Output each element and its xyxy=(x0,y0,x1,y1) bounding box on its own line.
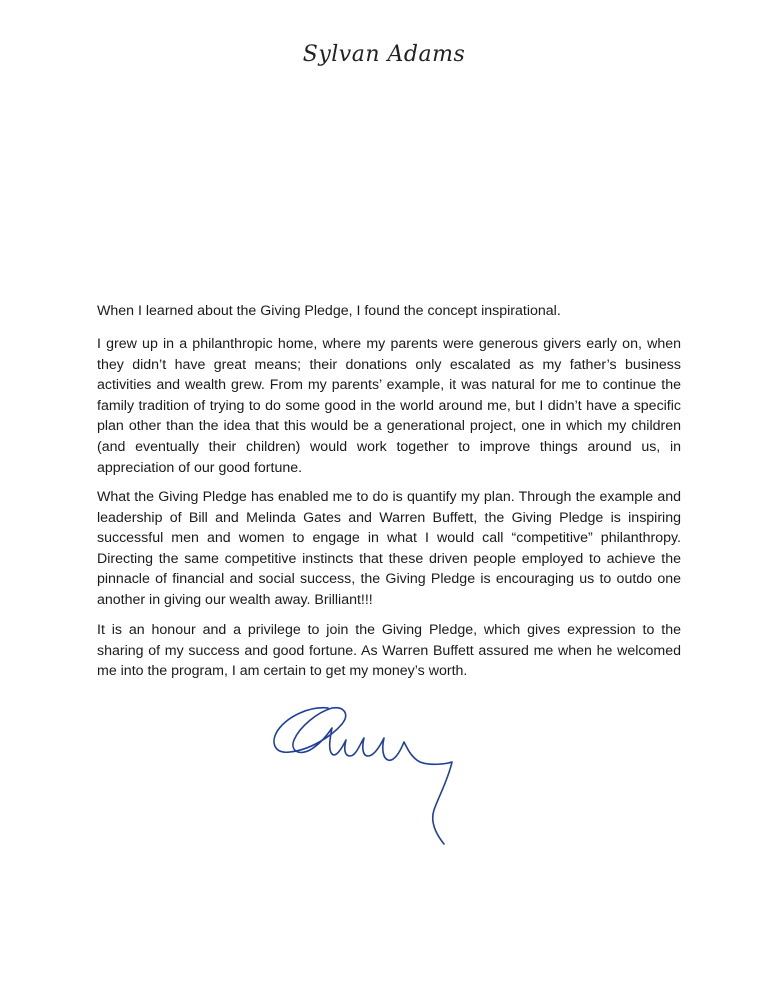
letterhead-name: Sylvan Adams xyxy=(302,42,466,67)
letter-paragraph-4: It is an honour and a privilege to join the Giving Pledge, which gives expression to the sharing of my success and good fortune. As Warren Buffett assured me when he welcomed me into the program, I am certain to get my money’s worth. xyxy=(97,622,681,680)
letter-paragraph-1: When I learned about the Giving Pledge, I found the concept inspirational. xyxy=(97,303,561,319)
letter-paragraph-3: What the Giving Pledge has enabled me to do is quantify my plan. Through the example and leadership of Bill and Melinda Gates and Warren Buffett, the Giving Pledge is inspiring successful men and women to engage in what I would call “competitive” philanthropy. Directing the same competitive instincts that these driven people employed to achieve the pinnacle of financial and social success, the Giving Pledge is encouraging us to outdo one another in giving our wealth away. Brilliant!!! xyxy=(97,489,681,608)
signature-stroke xyxy=(274,708,452,844)
handwritten-signature xyxy=(270,700,470,860)
letter-paragraph-2: I grew up in a philanthropic home, where my parents were generous givers early on, when they didn’t have great means; their donations only escalated as my father’s business activities and wealth grew. From my parents’ example, it was natural for me to continue the family tradition of trying to do some good in the world around me, but I didn’t have a specific plan other than the idea that this would be a generational project, one in which my children (and eventually their children) would work together to improve things around us, in appreciation of our good fortune. xyxy=(97,336,681,476)
